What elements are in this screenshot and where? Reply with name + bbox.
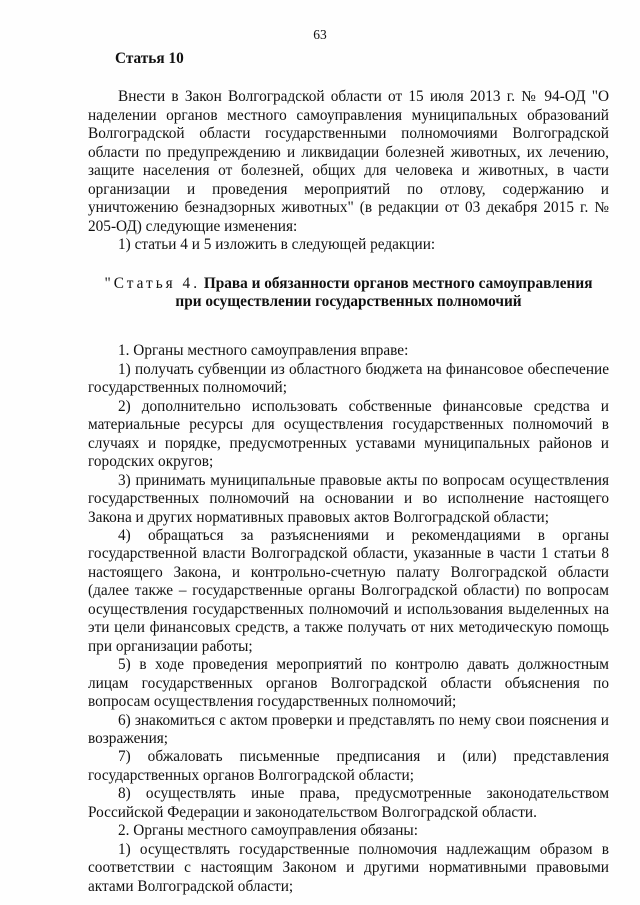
body-paragraph: 8) осуществлять иные права, предусмотренные законодательством Российской Федерации и законодательством Волгоградской области. bbox=[88, 785, 609, 821]
article-heading-line2: при осуществлении государственных полномочий bbox=[175, 292, 522, 310]
body-paragraph: 3) принимать муниципальные правовые акты по вопросам осуществления государственных полномочий на основании и во исполнение настоящего Закона и других нормативных правовых актов Волгоградской области; bbox=[88, 471, 609, 526]
page-number: 63 bbox=[313, 27, 327, 42]
document-body bbox=[88, 50, 609, 896]
body-paragraph: 7) обжаловать письменные предписания и (или) представления государственных органов Волгоградской области; bbox=[88, 748, 609, 784]
body-paragraph: 4) обращаться за разъяснениями и рекомендациями в органы государственной власти Волгоградской области, указанные в части 1 статьи 8 настоящего Закона, и контрольно-счетную палату Волгоградской области (далее также – государственные органы Волгоградской области) по вопросам осуществления государственных полномочий и использования выделенных на эти цели финансовых средств, а также получать от них методическую помощь при организации работы; bbox=[88, 526, 609, 655]
body-paragraph: 1) получать субвенции из областного бюджета на финансовое обеспечение государственных полномочий; bbox=[88, 360, 609, 397]
intro-paragraph: 1) статьи 4 и 5 изложить в следующей редакции: bbox=[118, 236, 436, 254]
body-paragraph: 5) в ходе проведения мероприятий по контролю давать должностным лицам государственных органов Волгоградской области объяснения по вопросам осуществления государственных полномочий; bbox=[88, 656, 609, 711]
body-paragraph: 6) знакомиться с актом проверки и представлять по нему свои пояснения и возражения; bbox=[88, 711, 609, 747]
article-title: Статья 10 bbox=[115, 50, 184, 67]
body-paragraph: 2) дополнительно использовать собственные финансовые средства и материальные ресурсы для осуществления государственных полномочий в случаях и порядке, предусмотренных уставами муниципальных районов и городских округов; bbox=[88, 397, 609, 471]
article-heading-prefix: "Статья 4. bbox=[104, 274, 201, 292]
body-paragraph: 1. Органы местного самоуправления вправе: bbox=[118, 342, 409, 360]
body-paragraph: 1) осуществлять государственные полномочия надлежащим образом в соответствии с настоящим Законом и другими нормативными правовыми актами Волгоградской области; bbox=[88, 840, 609, 895]
body-paragraph: 2. Органы местного самоуправления обязаны: bbox=[118, 822, 418, 840]
article-heading bbox=[88, 275, 609, 312]
intro-paragraph: Внести в Закон Волгоградской области от 15 июля 2013 г. № 94-ОД "О наделении органов местного самоуправления муниципальных образований Волгоградской области государственными полномочиями Волгоградской области по предупреждению и ликвидации болезней животных, их лечению, защите населения от болезней, общих для человека и животных, в части организации и проведения мероприятий по отлову, содержанию и уничтожению безнадзорных животных" (в редакции от 03 декабря 2015 г. № 205-ОД) следующие изменения: bbox=[88, 88, 609, 235]
article-heading-line1: Права и обязанности органов местного самоуправления bbox=[203, 274, 593, 292]
